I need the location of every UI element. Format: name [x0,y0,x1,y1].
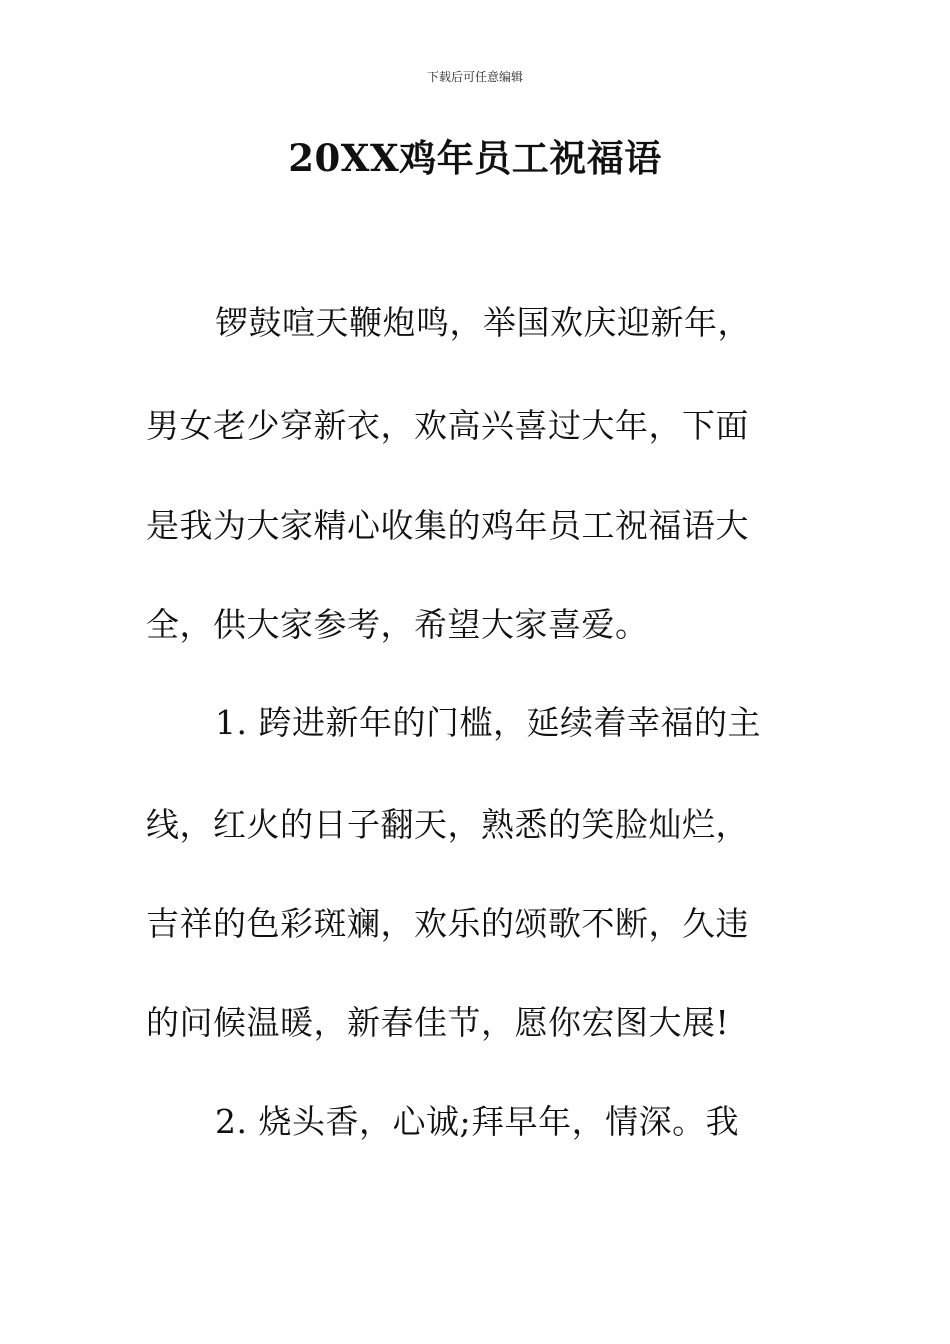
paragraph-line: 是我为大家精心收集的鸡年员工祝福语大 [146,506,749,545]
paragraph-line: 全，供大家参考，希望大家喜爱。 [146,605,649,644]
paragraph-line: 1. 跨进新年的门槛，延续着幸福的主 [215,703,761,742]
paragraph-line: 锣鼓喧天鞭炮鸣，举国欢庆迎新年， [215,303,751,342]
header-note: 下载后可任意编辑 [426,70,523,84]
document-title: 20XX鸡年员工祝福语 [288,136,662,180]
paragraph-line: 的问候温暖，新春佳节，愿你宏图大展! [146,1003,730,1042]
paragraph-line: 吉祥的色彩斑斓，欢乐的颂歌不断，久违 [146,904,749,943]
paragraph-line: 线，红火的日子翻天，熟悉的笑脸灿烂， [146,805,749,844]
paragraph-line: 男女老少穿新衣，欢高兴喜过大年，下面 [146,406,749,445]
paragraph-line: 2. 烧头香，心诚;拜早年，情深。我 [215,1102,740,1141]
